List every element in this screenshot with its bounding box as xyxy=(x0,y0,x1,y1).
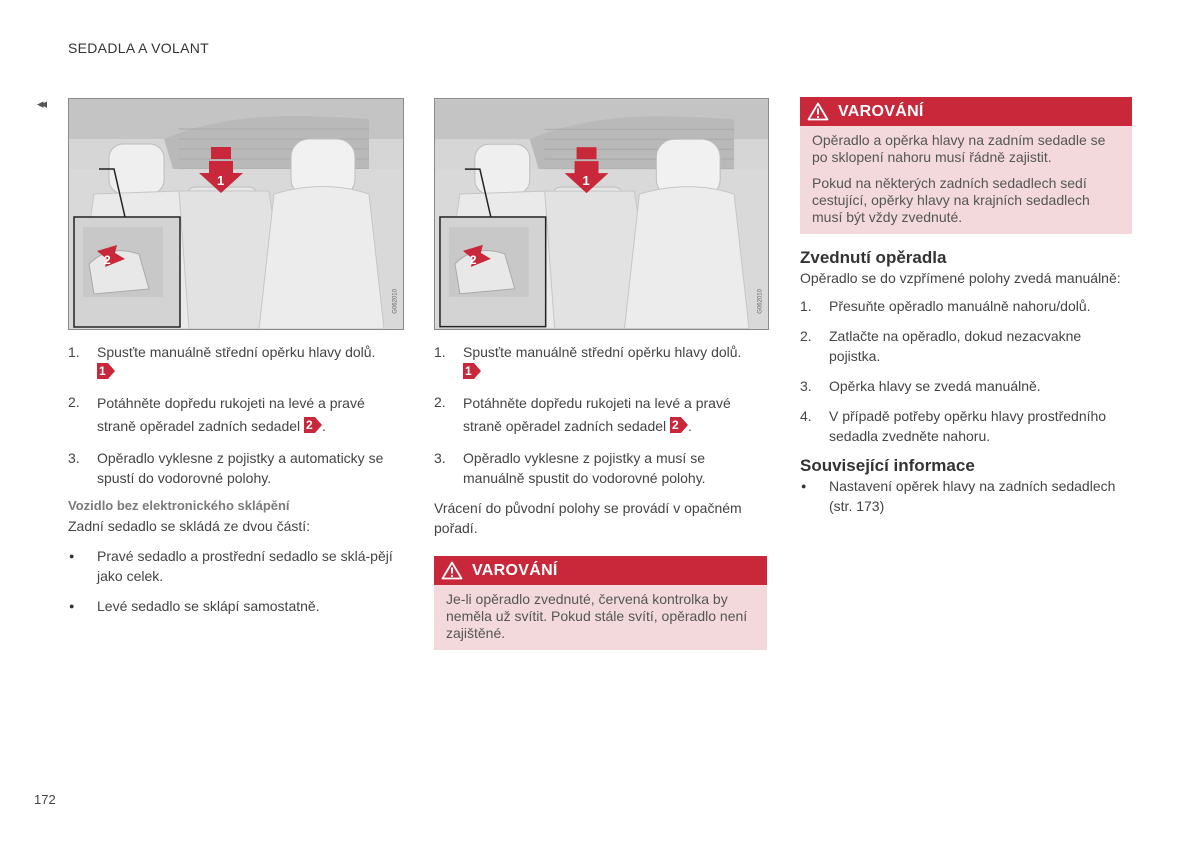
list-item xyxy=(68,448,403,488)
warning-title: VAROVÁNÍ xyxy=(472,561,558,579)
warning-triangle-icon xyxy=(807,102,829,121)
svg-text:1: 1 xyxy=(582,173,590,189)
raise-steps-list xyxy=(800,296,1132,446)
callout-marker-1: 1 xyxy=(463,363,481,379)
column-2 xyxy=(434,342,767,650)
list-item: ● Levé sedadlo se sklápí samostatně. xyxy=(68,596,403,616)
intro-text: Zadní sedadlo se skládá ze dvou částí: xyxy=(68,518,311,534)
svg-text:1: 1 xyxy=(217,173,225,188)
warning-title: VAROVÁNÍ xyxy=(838,102,924,120)
list-item: 2. Potáhněte dopředu rukojeti na levé a pravé straně opěradel zadních sedadel 2 . xyxy=(434,394,731,434)
rear-seat-figure-2 xyxy=(434,98,769,330)
step-number: 1. xyxy=(434,344,446,360)
list-item: ● Pravé sedadlo a prostřední sedadlo se sklá-pějí jako celek. xyxy=(68,546,403,586)
column-3 xyxy=(800,97,1132,526)
callout-marker-2: 2 xyxy=(670,417,688,433)
warning-paragraph: Je-li opěradlo zvednuté, červená kontrolka by neměla už svítit. Pokud stále svítí, opěradlo není zajištěné. xyxy=(446,591,748,641)
step-number: 3. xyxy=(68,450,80,466)
step-text: Opěradlo vyklesne z pojistky a musí se manuálně spustit do vodorovné polohy. xyxy=(463,450,706,486)
column-1 xyxy=(68,342,403,626)
step-number: 2. xyxy=(434,394,446,410)
related-link[interactable]: ● Nastavení opěrek hlavy na zadních sedadlech (str. 173) xyxy=(800,476,1132,516)
figure-code: G062010 xyxy=(393,289,399,314)
warning-body xyxy=(800,126,1132,234)
list-item: 4. V případě potřeby opěrku hlavy prostředního sedadla zvedněte nahoru. xyxy=(800,408,1107,444)
step-text: Potáhněte dopředu rukojeti na levé a pravé straně opěradel zadních sedadel xyxy=(97,395,365,434)
steps-list xyxy=(68,342,403,488)
page-number: 172 xyxy=(34,792,56,807)
step-text: Potáhněte dopředu rukojeti na levé a pravé straně opěradel zadních sedadel xyxy=(463,395,731,434)
step-number: 1. xyxy=(68,344,80,360)
warning-body xyxy=(434,585,767,650)
warning-box xyxy=(434,556,767,650)
list-item xyxy=(434,342,767,382)
subheading: Vozidlo bez elektronického sklápění xyxy=(68,498,290,513)
callout-marker-1: 1 xyxy=(97,363,115,379)
svg-text:2: 2 xyxy=(104,253,111,267)
rear-seat-illustration xyxy=(435,99,768,329)
step-number: 2. xyxy=(68,394,80,410)
callout-marker-2: 2 xyxy=(304,417,322,433)
list-item: 1. Přesuňte opěradlo manuálně nahoru/dolů. xyxy=(800,298,1091,314)
warning-header xyxy=(800,97,1132,126)
list-item xyxy=(68,342,403,382)
warning-paragraph: Pokud na některých zadních sedadlech sedí cestující, opěrky hlavy na krajních sedadlech musí být vždy zvednuté. xyxy=(812,175,1090,225)
steps-list xyxy=(434,342,767,488)
figure-code: G062010 xyxy=(758,289,764,314)
warning-header xyxy=(434,556,767,585)
list-item: 2. Zatlačte na opěradlo, dokud nezacvakne pojistka. xyxy=(800,328,1082,364)
step-text: Opěradlo vyklesne z pojistky a automaticky se spustí do vodorovné polohy. xyxy=(97,450,384,486)
svg-text:2: 2 xyxy=(469,252,477,267)
warning-triangle-icon xyxy=(441,561,463,580)
step-number: 3. xyxy=(434,450,446,466)
list-item xyxy=(434,448,767,488)
bullet-list xyxy=(68,546,403,616)
step-text: Spusťte manuálně střední opěrku hlavy dolů. xyxy=(97,344,376,360)
step-text: Spusťte manuálně střední opěrku hlavy dolů. xyxy=(463,344,742,360)
rear-seat-figure-1 xyxy=(68,98,404,330)
double-left-arrow-icon[interactable]: ◂◂ xyxy=(37,96,45,111)
raise-heading: Zvednutí opěradla xyxy=(800,248,947,267)
related-links xyxy=(800,476,1132,516)
warning-paragraph: Opěradlo a opěrka hlavy na zadním sedadle se po sklopení nahoru musí řádně zajistit. xyxy=(812,132,1106,165)
rear-seat-illustration xyxy=(69,99,403,329)
raise-intro: Opěradlo se do vzpřímené polohy zvedá manuálně: xyxy=(800,270,1121,286)
warning-box xyxy=(800,97,1132,234)
list-item: 2. Potáhněte dopředu rukojeti na levé a pravé straně opěradel zadních sedadel 2 . xyxy=(68,394,365,434)
note-text: Vrácení do původní polohy se provádí v opačném pořadí. xyxy=(434,500,742,536)
list-item: 3. Opěrka hlavy se zvedá manuálně. xyxy=(800,378,1041,394)
section-title: SEDADLA A VOLANT xyxy=(68,40,209,56)
related-heading: Související informace xyxy=(800,456,975,475)
